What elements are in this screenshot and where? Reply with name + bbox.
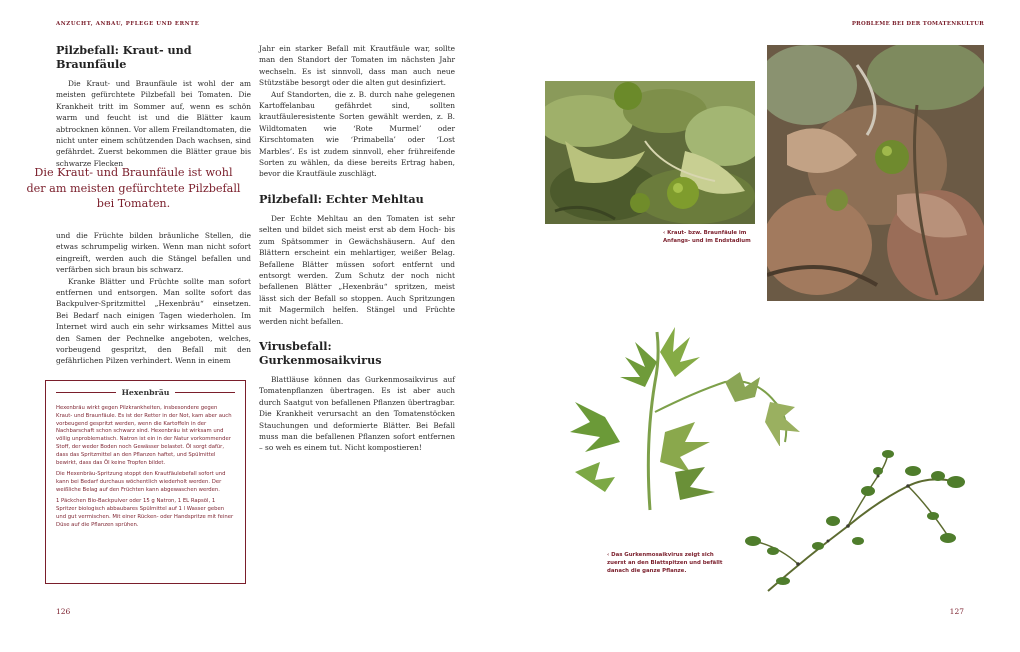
caption-mosaic-photos: ‹ Das Gurkenmosaikvirus zeigt sich zuerst an den Blattspitzen und befällt danach die ganze Pflanze. (607, 552, 723, 574)
running-head-right: PROBLEME BEI DER TOMATENKULTUR (851, 21, 984, 27)
paragraph-kraut-intro: Die Kraut- und Braunfäule ist wohl der am meisten gefürchtete Pilzbefall bei Tomaten. Die Krankheit tritt im Sommer auf, wenn es schön warm und feucht ist und die Blätter kaum abtrocknen können. Vor allem Freilandtomaten, die nicht unter einem schützenden Dach wachsen, sind gefährdet. Zuerst bekommen die Blätter graue bis schwarze Flecken (56, 79, 251, 168)
heading-kraut-braunfaeule: Pilzbefall: Kraut- und Braunfäule (56, 43, 192, 71)
box-title: Hexenbräu (121, 388, 170, 397)
running-head-left: ANZUCHT, ANBAU, PFLEGE UND ERNTE (56, 21, 200, 27)
box-recipe: 1 Päckchen Bio-Backpulver oder 15 g Natron, 1 EL Rapsöl, 1 Spritzer biologisch abbaubares Spülmittel auf 1 l Wasser geben und gut vermischen. Mit einer Rücken- oder Handspritze mit feiner Düse auf die Pflanzen sprühen. (56, 498, 234, 528)
heading-mehltau: Pilzbefall: Echter Mehltau (259, 191, 424, 206)
column-left-bottom (56, 230, 251, 367)
page-number-left: 126 (56, 607, 71, 616)
box-rule-right (175, 392, 235, 393)
paragraph-mehltau: Der Echte Mehltau an den Tomaten ist sehr selten und bildet sich meist erst ab dem Hoch- bis zum Spätsommer in Gewächshäusern. Auf den Blättern erscheint ein mehlartiger, weißer Belag. Befallene Blätter müssen sofort entfernt und entsorgt werden. Zum Schutz der noch nicht befallenen Blätter „Hexenbräu“ spritzen, meist lässt sich der Befall so stoppen. Auch Spritzungen mit Magermilch helfen. Stängel und Früchte werden nicht befallen. (259, 213, 455, 326)
pull-quote: Die Kraut- und Braunfäule ist wohl der am meisten gefürchtete Pilzbefall bei Tomaten. (26, 166, 241, 210)
caption-blight-photos: ‹ Kraut- bzw. Braunfäule im Anfangs- und im Endstadium (663, 230, 751, 244)
photo-blight-late-stage (767, 45, 984, 301)
paragraph-gurkenmosaikvirus: Blattläuse können das Gurkenmosaikvirus auf Tomatenpflanzen übertragen. Es ist aber auch durch Saatgut von befallenen Pflanzen übertragbar. Die Krankheit verursacht an den Tomatenstöcken Stauchungen und deformierte Blätter. Bei Befall muss man die befallenen Pflanzen sofort entfernen – so weh es einem tut. Nicht kompostieren! (259, 374, 455, 453)
box-header (56, 388, 235, 397)
box-body (56, 405, 235, 530)
paragraph-kraut-continued: und die Früchte bilden bräunliche Stellen, die etwas schrumpelig wirken. Wenn man nicht sofort eingreift, werden auch die Stängel befallen und verfärben sich braun bis schwarz. (56, 231, 251, 275)
paragraph-kraut-varieties: Auf Standorten, die z. B. durch nahe gelegenen Kartoffelanbau gefährdet sind, sollten krautfäuleresistente Sorten gewählt werden, z. B. Wildtomaten wie ‘Rote Murmel’ oder Kirschtomaten wie ‘Primabella’ oder ‘Lost Marbles’. Es ist zudem sinnvoll, eher frühreifende Sorten zu wählen, da diese bereits Ertrag haben, bevor die Krautfäule zuschlägt. (259, 89, 455, 179)
page-number-right: 127 (949, 607, 964, 616)
hexenbraeu-box (45, 380, 246, 584)
box-paragraph-2: Die Hexenbräu-Spritzung stoppt den Krautfäulebefall sofort und kann bei Bedarf durchaus wöchentlich wiederholt werden. Der weißliche Belag auf den Früchten kann abgewaschen werden. (56, 471, 226, 493)
column-left-top (56, 43, 251, 169)
paragraph-kraut-location: Jahr ein starker Befall mit Krautfäule war, sollte man den Standort der Tomaten im nächsten Jahr wechseln. Es ist sinnvoll, dass man auch neue Stützstäbe besorgt oder die alten gut desinfiziert. (259, 44, 455, 88)
box-paragraph-1: Hexenbräu wirkt gegen Pilzkrankheiten, insbesondere gegen Kraut- und Braunfäule. Es ist der Retter in der Not, kam aber auch vorbeugend gespritzt werden, wenn die Kartoffeln in der Nachbarschaft schon schwarz sind. Hexenbräu ist wirksam und völlig unproblematisch. Natron ist ein in der Natur vorkommender Stoff, der weder Boden noch Gewässer belastet. Öl sorgt dafür, dass das Spritzmittel an den Pflanzen haftet, und Spülmittel bewirkt, dass das Öl keine Tropfen bildet. (56, 405, 232, 466)
heading-gurkenmosaikvirus: Virusbefall: Gurkenmosaikvirus (259, 338, 382, 367)
photo-blight-early-stage (545, 81, 755, 224)
photo-mosaic-virus-bottom (738, 446, 978, 594)
box-rule-left (56, 392, 116, 393)
column-middle (259, 43, 455, 454)
paragraph-kraut-treatment: Kranke Blätter und Früchte sollte man sofort entfernen und entsorgen. Man sollte sofort das Backpulver-Spritzmittel „Hexenbräu“ einsetzen. Bei Bedarf nach einigen Tagen wiederholen. Im Internet wird auch ein sehr wirksames Mittel aus den Samen der Pechnelke angeboten, welches, vorbeugend gespritzt, den Befall mit den gefährlichen Pilzen verhindert. Wenn in einem (56, 276, 251, 366)
